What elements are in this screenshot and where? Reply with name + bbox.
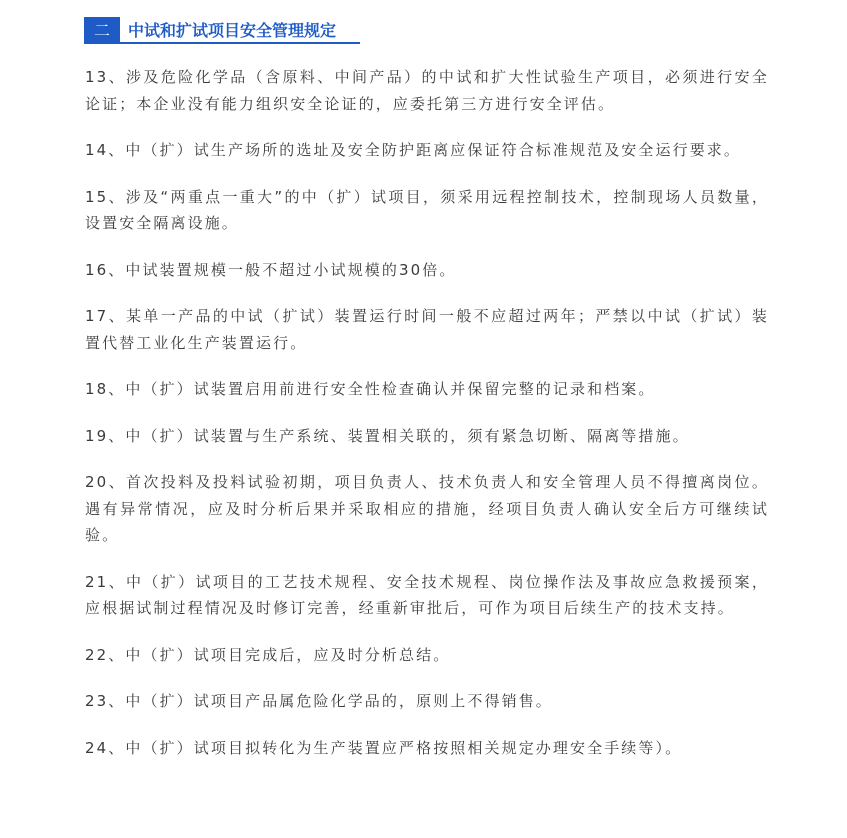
section-header	[84, 17, 342, 44]
paragraph-item-23: 23、中（扩）试项目产品属危险化学品的，原则上不得销售。	[85, 692, 553, 710]
section-number-badge: 二	[84, 17, 120, 44]
paragraph-item-19: 19、中（扩）试装置与生产系统、装置相关联的，须有紧急切断、隔离等措施。	[85, 426, 690, 445]
paragraph-item-20: 20、首次投料及投料试验初期，项目负责人、技术负责人和安全管理人员不得擅离岗位。遇有异常情况，应及时分析后果并采取相应的措施，经项目负责人确认安全后方可继续试验。	[85, 473, 769, 544]
section-title: 中试和扩试项目安全管理规定	[128, 21, 337, 40]
paragraph-item-22: 22、中（扩）试项目完成后，应及时分析总结。	[85, 645, 451, 664]
paragraph-item-14: 14、中（扩）试生产场所的选址及安全防护距离应保证符合标准规范及安全运行要求。	[85, 141, 741, 159]
section-underline	[84, 42, 360, 44]
article-body	[85, 64, 769, 781]
paragraph-item-24: 24、中（扩）试项目拟转化为生产装置应严格按照相关规定办理安全手续等）。	[85, 738, 683, 757]
paragraph-item-16: 16、中试装置规模一般不超过小试规模的30倍。	[85, 260, 457, 279]
paragraph-item-18: 18、中（扩）试装置启用前进行安全性检查确认并保留完整的记录和档案。	[85, 380, 656, 398]
paragraph-item-17: 17、某单一产品的中试（扩试）装置运行时间一般不应超过两年；严禁以中试（扩试）装置代替工业化生产装置运行。	[85, 307, 769, 352]
paragraph-item-21: 21、中（扩）试项目的工艺技术规程、安全技术规程、岗位操作法及事故应急救援预案，应根据试制过程情况及时修订完善，经重新审批后，可作为项目后续生产的技术支持。	[85, 572, 769, 617]
paragraph-item-15: 15、涉及“两重点一重大”的中（扩）试项目，须采用远程控制技术，控制现场人员数量，设置安全隔离设施。	[85, 187, 769, 232]
paragraph-item-13: 13、涉及危险化学品（含原料、中间产品）的中试和扩大性试验生产项目，必须进行安全论证；本企业没有能力组织安全论证的，应委托第三方进行安全评估。	[85, 68, 769, 113]
